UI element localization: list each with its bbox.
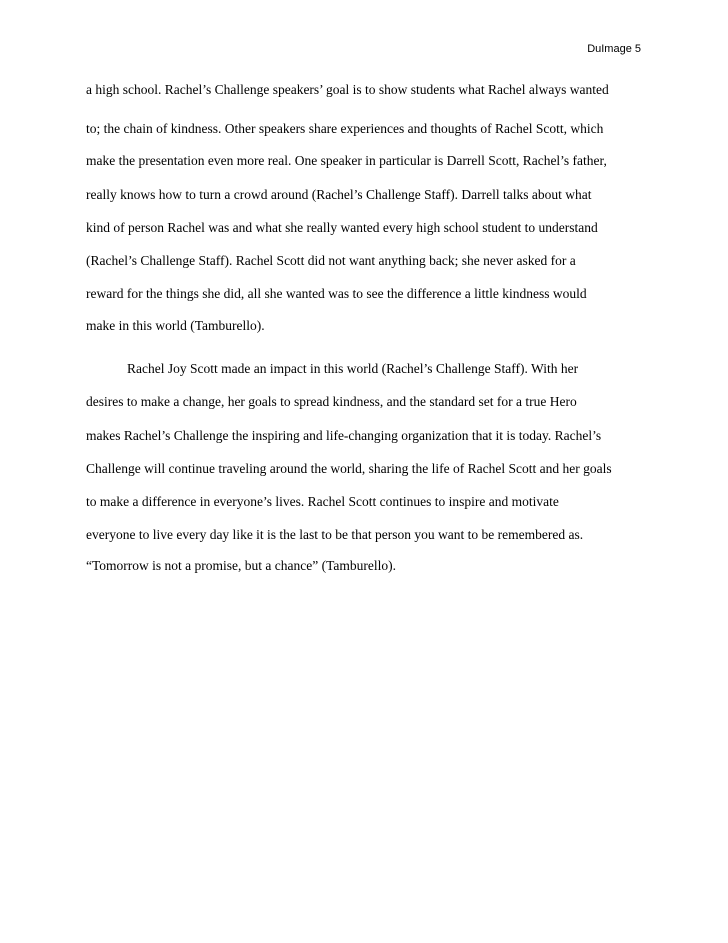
text-line: really knows how to turn a crowd around (Rachel’s Challenge Staff). Darrell talks about what	[86, 187, 592, 202]
text-line: kind of person Rachel was and what she really wanted every high school student to understand	[86, 220, 598, 235]
text-line: make the presentation even more real. One speaker in particular is Darrell Scott, Rachel’s father,	[86, 153, 607, 168]
text-line: to make a difference in everyone’s lives. Rachel Scott continues to inspire and motivate	[86, 494, 559, 509]
text-line: reward for the things she did, all she wanted was to see the difference a little kindness would	[86, 286, 587, 301]
text-line: a high school. Rachel’s Challenge speakers’ goal is to show students what Rachel always wanted	[86, 82, 609, 97]
text-line: make in this world (Tamburello).	[86, 318, 265, 333]
text-line: to; the chain of kindness. Other speakers share experiences and thoughts of Rachel Scott, which	[86, 121, 604, 136]
text-line: Rachel Joy Scott made an impact in this world (Rachel’s Challenge Staff). With her	[127, 361, 579, 376]
running-head: DuImage 5	[587, 43, 641, 55]
text-line: (Rachel’s Challenge Staff). Rachel Scott did not want anything back; she never asked for a	[86, 253, 576, 268]
text-line: everyone to live every day like it is the last to be that person you want to be remembered as.	[86, 527, 584, 542]
text-line: makes Rachel’s Challenge the inspiring and life-changing organization that it is today. Rachel’s	[86, 428, 602, 443]
text-line: Challenge will continue traveling around the world, sharing the life of Rachel Scott and her goals	[86, 461, 612, 476]
text-line: “Tomorrow is not a promise, but a chance” (Tamburello).	[86, 558, 397, 573]
text-line: desires to make a change, her goals to spread kindness, and the standard set for a true Hero	[86, 394, 577, 409]
